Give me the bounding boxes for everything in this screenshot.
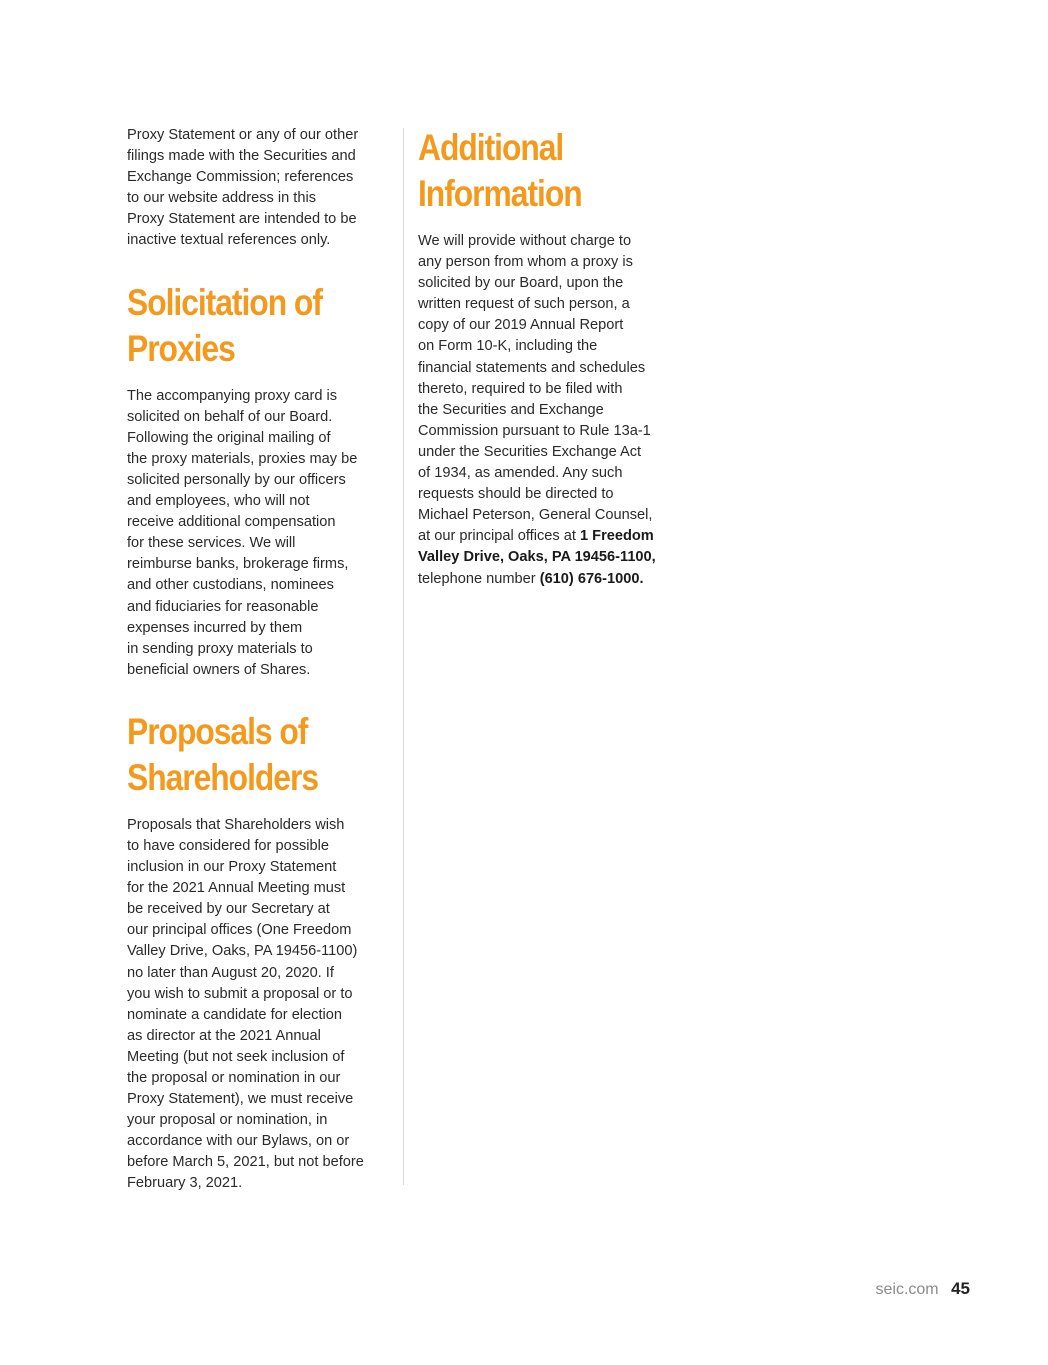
text-line: you wish to submit a proposal or to [127, 985, 353, 1002]
text-line: solicited on behalf of our Board. [127, 408, 333, 425]
bold-text: 1 Freedom [579, 528, 654, 545]
additional-information-paragraph [418, 231, 688, 590]
footer-website: seic.com [875, 1281, 939, 1298]
text-line [418, 505, 688, 526]
text-line: your proposal or nomination, in [127, 1112, 328, 1129]
text-line: filings made with the Securities and [127, 148, 356, 165]
text-line: receive additional compensation [127, 514, 336, 531]
text-line: inclusion in our Proxy Statement [127, 859, 337, 876]
text-line: reimburse banks, brokerage firms, [127, 556, 349, 573]
text-line [418, 421, 688, 442]
text-line: solicited personally by our officers [127, 471, 346, 488]
text-segment: solicited by our Board, upon the [418, 275, 624, 292]
text-segment: copy of our 2019 Annual Report [418, 317, 624, 334]
heading-line: Proxies [127, 327, 235, 369]
text-segment: thereto, required to be filed with [418, 380, 623, 397]
text-segment: requests should be directed to [418, 486, 614, 503]
text-line [418, 294, 688, 315]
text-line: in sending proxy materials to [127, 640, 313, 657]
text-segment: any person from whom a proxy is [418, 254, 633, 271]
column-divider [403, 128, 404, 1185]
text-line: as director at the 2021 Annual [127, 1027, 321, 1044]
heading-line: Solicitation of [127, 281, 322, 323]
text-line: inactive textual references only. [127, 232, 331, 249]
text-line: Meeting (but not seek inclusion of [127, 1048, 345, 1065]
text-line: Proxy Statement or any of our other [127, 127, 359, 143]
text-line [418, 547, 688, 568]
bold-text: (610) 676-1000. [539, 570, 644, 587]
text-segment: telephone number [418, 570, 540, 587]
text-line: to have considered for possible [127, 837, 330, 854]
text-line [418, 252, 688, 273]
text-segment: of 1934, as amended. Any such [418, 465, 623, 482]
solicitation-heading [127, 280, 355, 372]
text-line [418, 569, 688, 590]
text-line: the proposal or nomination in our [127, 1070, 341, 1086]
heading-line: Information [418, 173, 582, 214]
text-line [418, 336, 688, 357]
text-line [418, 358, 688, 379]
intro-paragraph [127, 125, 392, 252]
text-segment: the Securities and Exchange [418, 401, 604, 418]
text-line: Proxy Statement), we must receive [127, 1091, 354, 1108]
text-line: nominate a candidate for election [127, 1006, 342, 1023]
text-line: be received by our Secretary at [127, 901, 330, 918]
text-line: Exchange Commission; references [127, 169, 354, 186]
text-segment: written request of such person, a [418, 296, 630, 313]
heading-line: Additional [418, 127, 564, 168]
text-line: the proxy materials, proxies may be [127, 450, 358, 467]
right-column [418, 125, 688, 590]
text-line: Valley Drive, Oaks, PA 19456-1100) [127, 943, 358, 960]
text-line: beneficial owners of Shares. [127, 661, 311, 678]
text-segment: We will provide without charge to [418, 233, 632, 249]
text-line: and employees, who will not [127, 493, 310, 510]
text-line: before March 5, 2021, but not before [127, 1154, 364, 1171]
heading-line: Proposals of [127, 710, 308, 752]
text-line [418, 273, 688, 294]
text-segment: at our principal offices at [418, 528, 580, 545]
text-line: and other custodians, nominees [127, 577, 334, 594]
proposals-heading [127, 709, 355, 801]
text-line: for these services. We will [127, 535, 296, 552]
text-line: to our website address in this [127, 190, 317, 207]
text-line: accordance with our Bylaws, on or [127, 1133, 350, 1150]
additional-information-heading [418, 125, 650, 217]
text-line [418, 442, 688, 463]
text-line: Following the original mailing of [127, 429, 331, 446]
text-line: no later than August 20, 2020. If [127, 964, 334, 981]
text-line [418, 526, 688, 547]
text-segment: under the Securities Exchange Act [418, 443, 642, 460]
text-line [418, 400, 688, 421]
text-line [418, 379, 688, 400]
text-line: our principal offices (One Freedom [127, 922, 352, 939]
text-line [418, 315, 688, 336]
heading-line: Shareholders [127, 756, 318, 798]
text-line: for the 2021 Annual Meeting must [127, 880, 346, 897]
text-segment: Michael Peterson, General Counsel, [418, 507, 653, 524]
text-line [418, 484, 688, 505]
page-footer [876, 1279, 971, 1299]
text-segment: financial statements and schedules [418, 359, 646, 376]
text-line: Proxy Statement are intended to be [127, 211, 357, 228]
text-line: The accompanying proxy card is [127, 387, 338, 404]
text-line: Proposals that Shareholders wish [127, 816, 345, 833]
text-line [418, 231, 688, 252]
bold-text: Valley Drive, Oaks, PA 19456-1100, [418, 549, 656, 566]
text-line: expenses incurred by them [127, 619, 303, 636]
text-line: and fiduciaries for reasonable [127, 598, 319, 615]
text-segment: Commission pursuant to Rule 13a-1 [418, 422, 651, 439]
page-number: 45 [951, 1279, 970, 1298]
text-segment: on Form 10-K, including the [418, 338, 598, 355]
text-line [418, 463, 688, 484]
solicitation-paragraph [127, 386, 392, 681]
left-column [127, 125, 392, 1195]
text-line: February 3, 2021. [127, 1175, 243, 1192]
proposals-paragraph [127, 815, 392, 1195]
